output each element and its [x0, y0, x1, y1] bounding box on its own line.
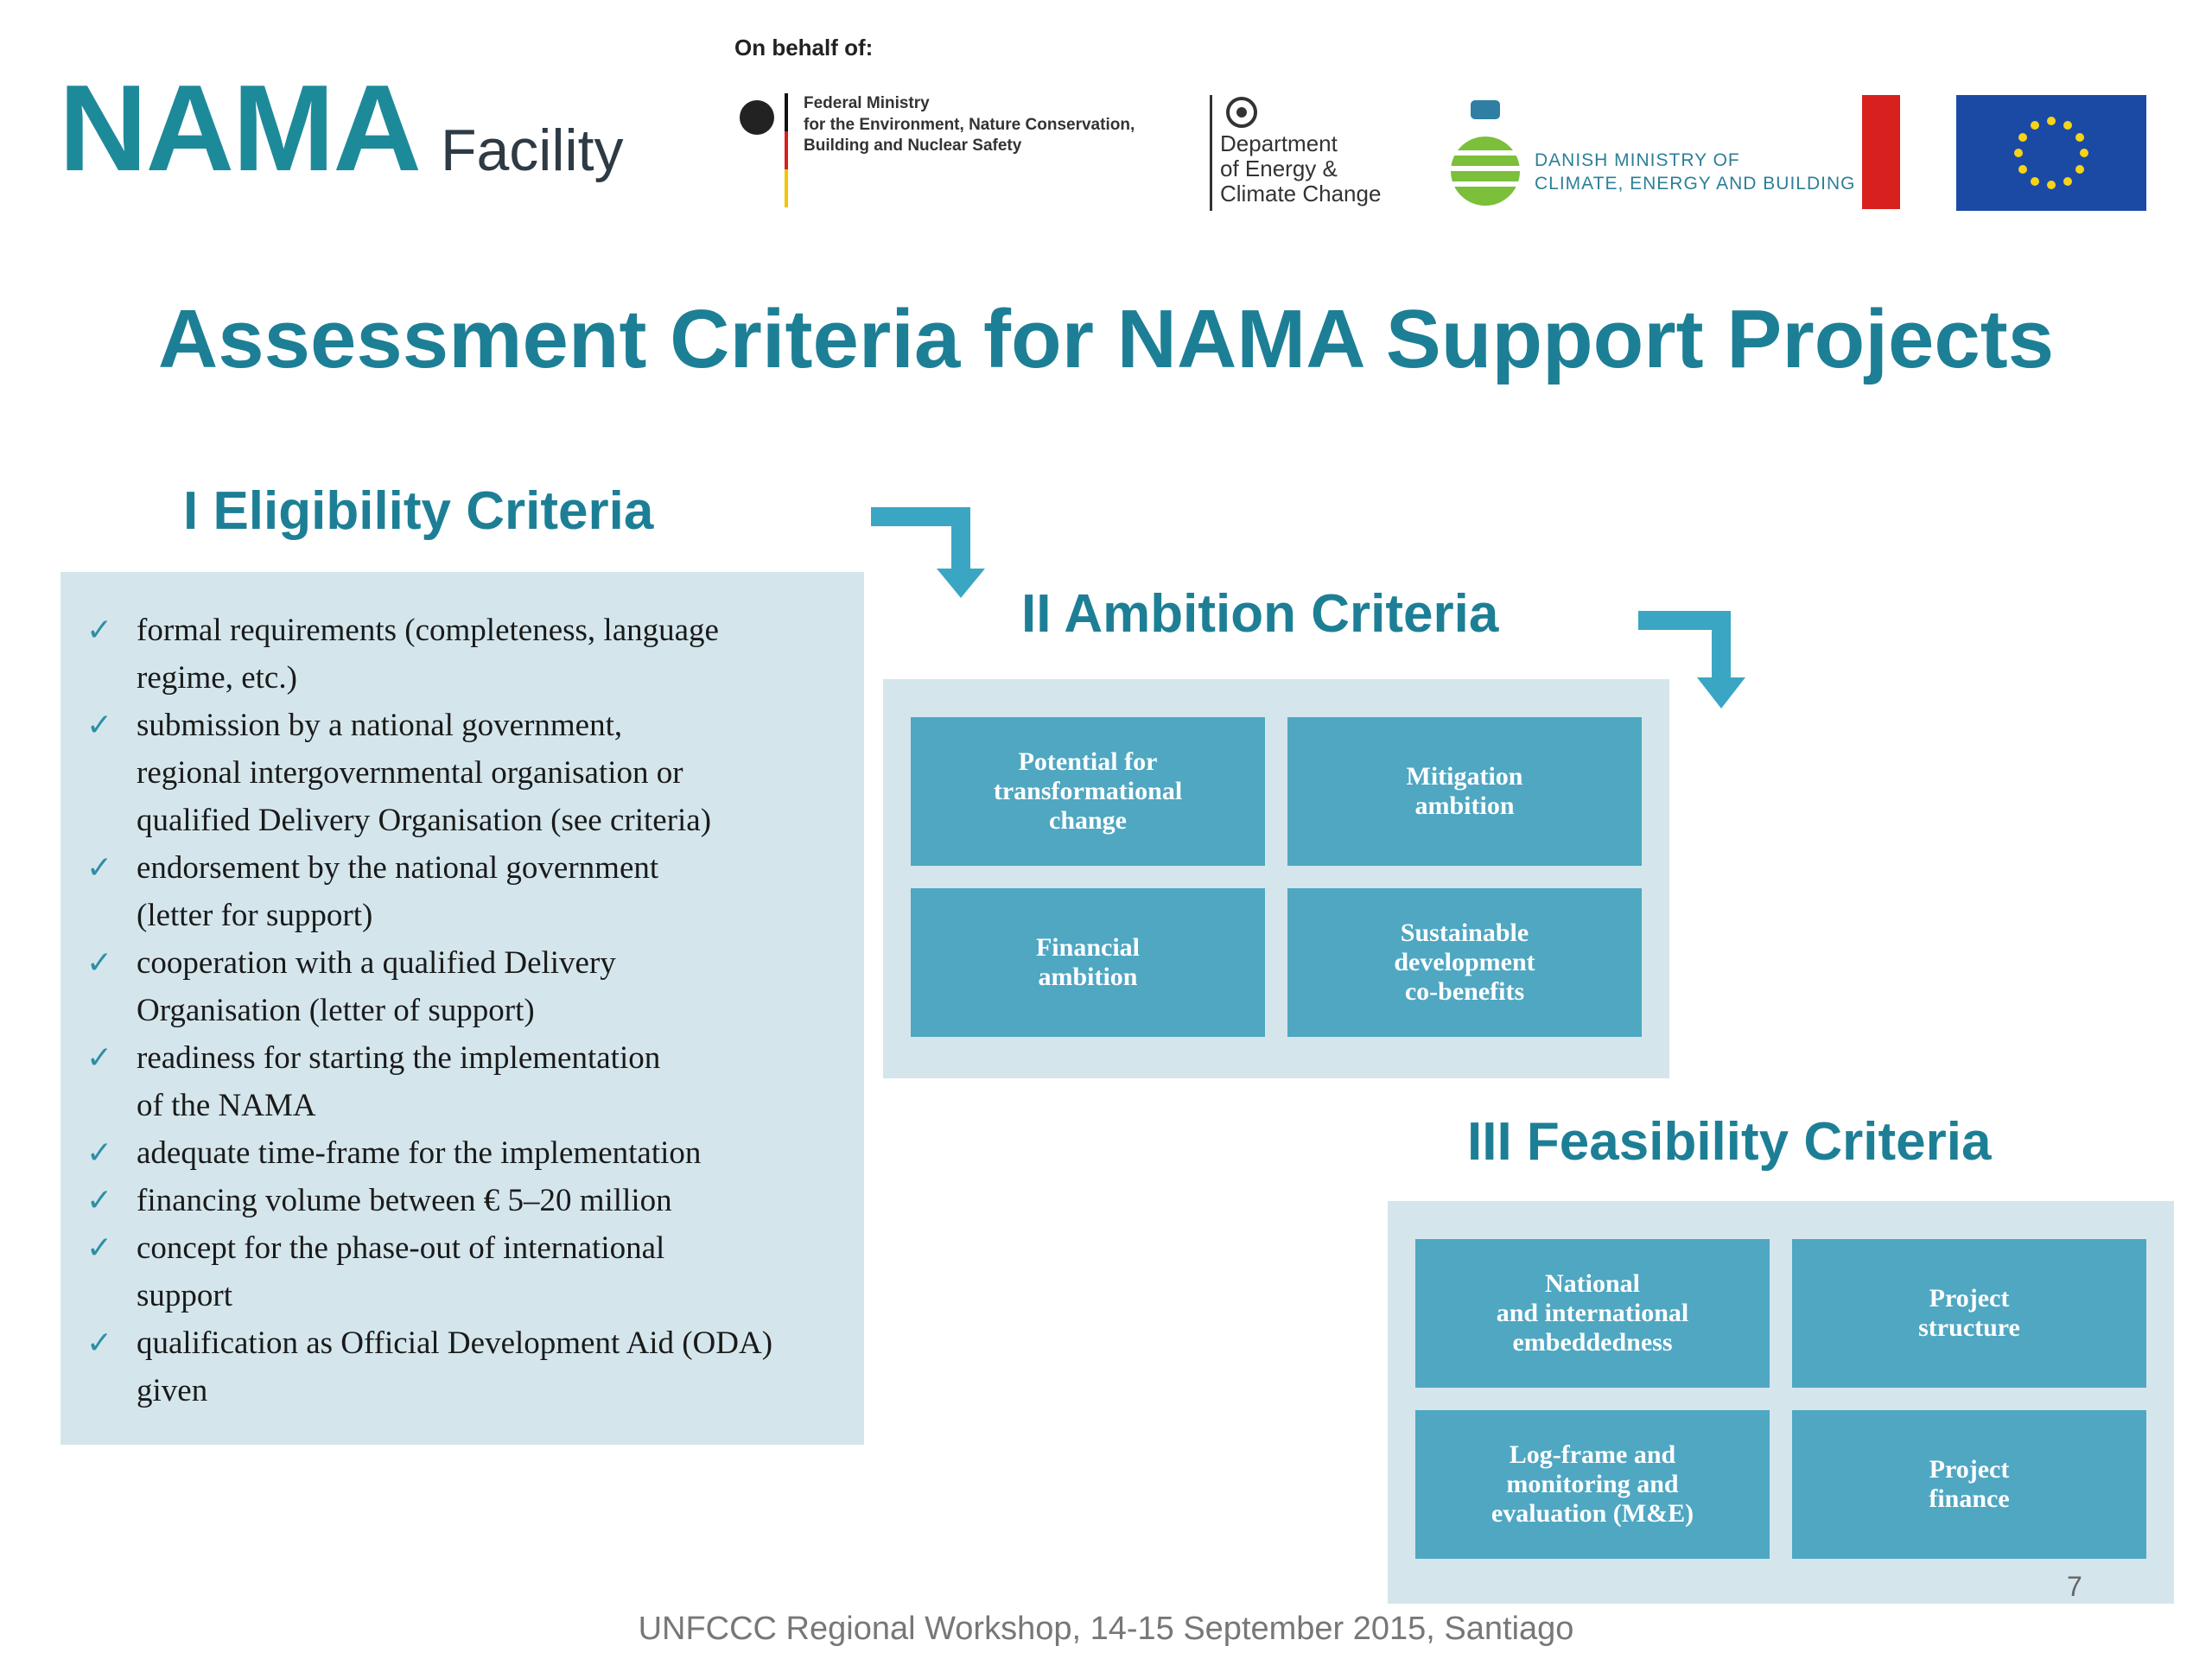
checkmark-icon: ✓ — [86, 1230, 113, 1266]
feasibility-panel — [1388, 1201, 2174, 1604]
list-item: ✓ financing volume between € 5–20 million — [86, 1177, 830, 1224]
eu-flag — [1956, 95, 2146, 211]
tile-logframe-me: Log-frame and monitoring and evaluation (M&E) — [1415, 1410, 1770, 1559]
tile-mitigation-ambition: Mitigation ambition — [1287, 717, 1642, 866]
list-item: ✓ readiness for starting the implementation of the NAMA — [86, 1034, 830, 1129]
eu-stars-icon — [1956, 95, 2146, 211]
logo-nama-text: NAMA — [59, 60, 420, 197]
checkmark-icon: ✓ — [86, 1183, 113, 1218]
list-item: ✓ qualification as Official Development Aid (ODA) given — [86, 1319, 830, 1414]
slide-title: Assessment Criteria for NAMA Support Projects — [157, 293, 2055, 385]
royal-crest-icon — [1220, 95, 1263, 130]
checkmark-icon: ✓ — [86, 708, 113, 743]
tile-financial-ambition: Financial ambition — [911, 888, 1265, 1037]
tile-transformational-change: Potential for transformational change — [911, 717, 1265, 866]
decc-logo-text: Department of Energy & Climate Change — [1220, 130, 1382, 207]
checkmark-icon: ✓ — [86, 850, 113, 886]
list-item: ✓ adequate time-frame for the implementation — [86, 1129, 830, 1177]
on-behalf-label: On behalf of: — [734, 35, 874, 60]
logo-facility-text: Facility — [440, 118, 624, 183]
eligibility-heading: I Eligibility Criteria — [183, 481, 654, 541]
checkmark-icon: ✓ — [86, 1325, 113, 1361]
checkmark-icon: ✓ — [86, 945, 113, 981]
bmub-logo-text: Federal Ministry for the Environment, Nature Conservation, Building and Nuclear Safety — [804, 94, 1135, 156]
eligibility-list — [60, 572, 864, 1414]
checkmark-icon: ✓ — [86, 613, 113, 648]
list-item: ✓ submission by a national government, regional intergovernmental organisation or qualified Delivery Organisation (see criteria) — [86, 702, 830, 844]
danish-ministry-text: DANISH MINISTRY OF CLIMATE, ENERGY AND BUILDING — [1535, 150, 1856, 194]
ambition-heading: II Ambition Criteria — [1021, 584, 1499, 644]
danish-crown-globe-icon — [1448, 97, 1522, 213]
feasibility-heading: III Feasibility Criteria — [1467, 1112, 1992, 1172]
tile-sustainable-development: Sustainable development co-benefits — [1287, 888, 1642, 1037]
tile-project-structure: Project structure — [1792, 1239, 2146, 1388]
list-item: ✓ formal requirements (completeness, language regime, etc.) — [86, 607, 830, 702]
tile-embeddedness: National and international embeddedness — [1415, 1239, 1770, 1388]
checkmark-icon: ✓ — [86, 1040, 113, 1076]
arrow-right-down-icon — [864, 501, 1002, 605]
nama-facility-logo — [59, 60, 624, 197]
decc-divider — [1210, 95, 1212, 211]
tile-project-finance: Project finance — [1792, 1410, 2146, 1559]
footer-text: UNFCCC Regional Workshop, 14-15 September 2015, Santiago — [638, 1611, 1574, 1647]
eligibility-panel — [60, 572, 864, 1445]
ambition-panel — [883, 679, 1669, 1078]
list-item: ✓ concept for the phase-out of international support — [86, 1224, 830, 1319]
german-eagle-icon — [733, 93, 802, 214]
page-number: 7 — [2067, 1571, 2082, 1602]
danish-coat-of-arms — [1862, 95, 1900, 209]
arrow-right-down-icon — [1635, 605, 1773, 709]
checkmark-icon: ✓ — [86, 1135, 113, 1171]
list-item: ✓ endorsement by the national government (letter for support) — [86, 844, 830, 939]
list-item: ✓ cooperation with a qualified Delivery Organisation (letter of support) — [86, 939, 830, 1034]
